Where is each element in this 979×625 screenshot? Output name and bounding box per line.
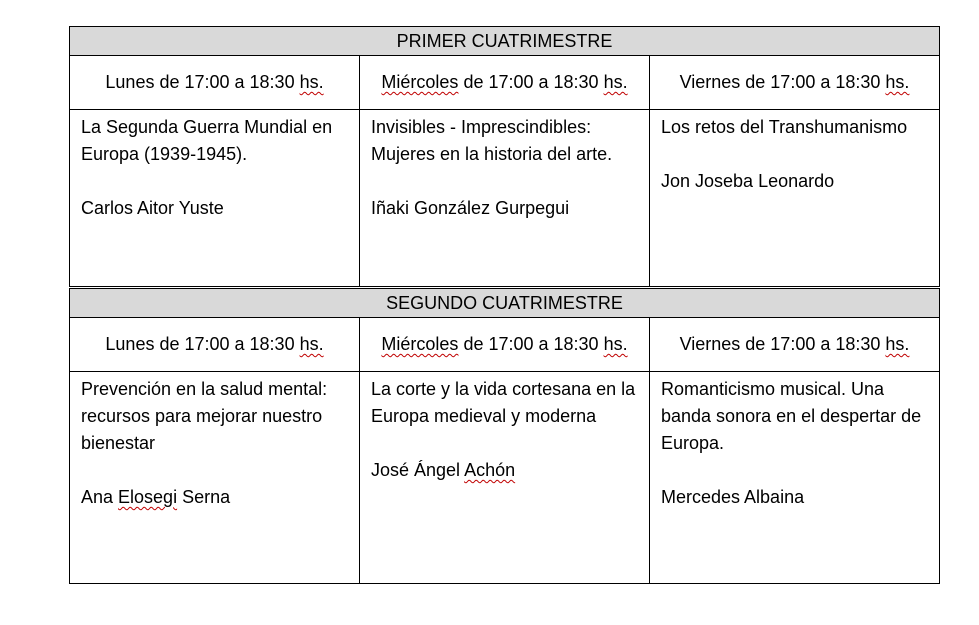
course-teacher: [371, 457, 639, 484]
courses-row: [70, 110, 939, 286]
schedule-table-first-semester: [69, 26, 940, 287]
day-label: Viernes de 17:00 a 18:30: [679, 72, 886, 92]
hours-abbrev: hs.: [885, 72, 910, 92]
course-title: Romanticismo musical. Una banda sonora en el despertar de Europa.: [661, 379, 922, 453]
course-cell: [360, 372, 650, 583]
day-cell-wednesday: [360, 56, 650, 109]
teacher-first: José Ángel: [371, 460, 465, 480]
semester-header: SEGUNDO CUATRIMESTRE: [70, 289, 939, 318]
course-title: La corte y la vida cortesana en la Europa medieval y moderna: [371, 379, 636, 426]
course-teacher: Carlos Aitor Yuste: [81, 198, 224, 218]
teacher-surname: Elosegi: [118, 487, 178, 507]
day-name: Miércoles: [381, 72, 459, 92]
day-label: Lunes de 17:00 a 18:30: [105, 72, 300, 92]
course-title: Los retos del Transhumanismo: [661, 117, 908, 137]
schedule-table-second-semester: [69, 288, 940, 584]
teacher-surname: Achón: [464, 460, 516, 480]
course-cell: [650, 110, 939, 286]
hours-abbrev: hs.: [299, 72, 324, 92]
courses-row: [70, 372, 939, 583]
course-cell: [70, 110, 360, 286]
day-name: Miércoles: [381, 334, 459, 354]
course-title: La Segunda Guerra Mundial en Europa (1939-1945).: [81, 117, 333, 164]
hours-abbrev: hs.: [603, 334, 628, 354]
teacher-last: Serna: [177, 487, 231, 507]
day-cell-friday: [650, 56, 939, 109]
teacher-first: Ana: [81, 487, 119, 507]
course-teacher: [81, 484, 349, 511]
course-title: Invisibles - Imprescindibles: Mujeres en la historia del arte.: [371, 117, 613, 164]
day-label: Lunes de 17:00 a 18:30: [105, 334, 300, 354]
day-label: de 17:00 a 18:30: [458, 72, 604, 92]
day-cell-monday: [70, 318, 360, 371]
course-title: Prevención en la salud mental: recursos para mejorar nuestro bienestar: [81, 379, 328, 453]
day-cell-monday: [70, 56, 360, 109]
days-row: [70, 56, 939, 110]
hours-abbrev: hs.: [885, 334, 910, 354]
course-cell: [650, 372, 939, 583]
day-label: de 17:00 a 18:30: [458, 334, 604, 354]
day-cell-wednesday: [360, 318, 650, 371]
course-teacher: Jon Joseba Leonardo: [661, 171, 835, 191]
hours-abbrev: hs.: [299, 334, 324, 354]
course-cell: [70, 372, 360, 583]
hours-abbrev: hs.: [603, 72, 628, 92]
day-label: Viernes de 17:00 a 18:30: [679, 334, 886, 354]
days-row: [70, 318, 939, 372]
course-teacher: Mercedes Albaina: [661, 487, 805, 507]
course-teacher: Iñaki González Gurpegui: [371, 198, 570, 218]
course-cell: [360, 110, 650, 286]
semester-header: PRIMER CUATRIMESTRE: [70, 27, 939, 56]
day-cell-friday: [650, 318, 939, 371]
